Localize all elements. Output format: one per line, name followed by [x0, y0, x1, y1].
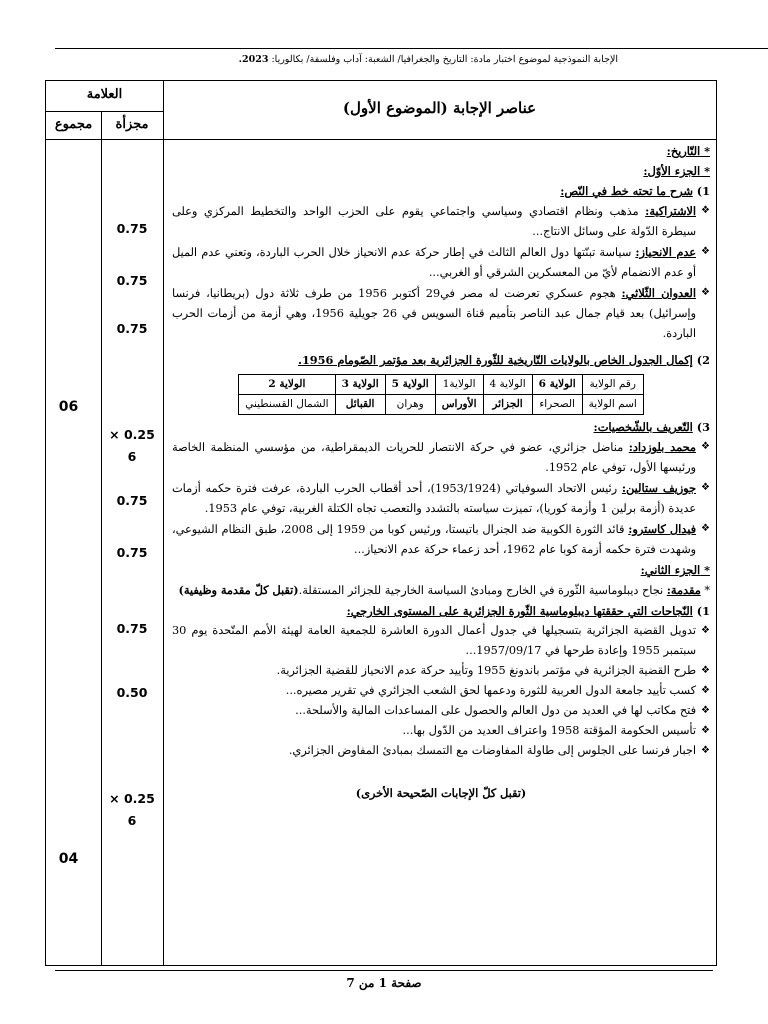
s1-heading: 1) النّجاحات التي حققتها ديبلوماسية الثّورة الجزائرية على المستوى الخارجي:: [346, 604, 710, 618]
wilaya-cell: القبائل: [335, 395, 385, 415]
achievement-item: ❖ اجبار فرنسا على الجلوس إلى طاولة المفاوضات مع التمسك بمبادئ المفاوض الجزائري.: [172, 741, 710, 761]
part1-heading: * الجزء الأوّل:: [172, 161, 710, 181]
achievement-item: ❖ تأسيس الحكومة المؤقتة 1958 واعتراف العديد من الدّول بها...: [172, 721, 710, 741]
total-part2: 04: [58, 851, 79, 867]
wilaya-cell: الولاية1: [435, 375, 483, 395]
q3-heading: 3) التّعريف بالشّخصيات:: [593, 420, 710, 434]
wilaya-cell: الأوراس: [435, 395, 483, 415]
term-non-alignment: ❖ عدم الانحياز: سياسة تبنّتها دول العالم الثالث في إطار حركة عدم الانحياز خلال الحرب الباردة، وتعني عدم الميل أو عدم الانضمام لأيّ من المعسكرين الشرقي أو الغربي...: [172, 242, 710, 283]
part2-heading: * الجزء الثاني:: [172, 560, 710, 580]
wilaya-number-row: [239, 375, 644, 395]
page-number: صفحة 1 من 7: [346, 976, 422, 990]
grade-header: العلامة: [86, 87, 123, 102]
score-achievements-multiplier: × 0.25: [109, 791, 155, 806]
header-prefix: الإجابة النموذجية لموضوع اختبار مادة: التاريخ والجغرافيا/ الشعبة: آداب وفلسفة/ بكالوريا:: [271, 54, 618, 65]
achievement-item: ❖ كسب تأييد جامعة الدول العربية للثورة ودعمها لحق الشعب الجزائري في تقرير مصيره...: [172, 681, 710, 701]
score-achievements-count: 6: [127, 813, 137, 828]
person-belouizdad: ❖ محمد بلوزداد: مناضل جزائري، عضو في حركة الانتصار للحريات الديمقراطية، من مؤسسي المنظمة الخاصة ورئيسها الأول، توفي عام 1952.: [172, 437, 710, 478]
wilaya-cell: الشمال القسنطيني: [239, 395, 335, 415]
wilaya-cell: الولاية 5: [385, 375, 435, 395]
q1-heading: 1) شرح ما تحته خط في النّص:: [560, 184, 710, 198]
achievement-item: ❖ طرح القضية الجزائرية في مؤتمر باندونغ 1955 وتأييد حركة عدم الانحياز للقضية الجزائرية.: [172, 661, 710, 681]
score-person1: 0.75: [116, 493, 148, 508]
term-socialism: ❖ الاشتراكية: مذهب ونظام اقتصادي وسياسي واجتماعي يقوم على الحزب الواحد والتخطيط المركزي وعلى سيطرة الدّولة على وسائل الانتاج...: [172, 201, 710, 242]
wilaya-name-header: اسم الولاية: [582, 395, 643, 415]
score-intro: 0.50: [116, 685, 148, 700]
total-header: مجموع: [54, 117, 93, 132]
wilaya-number-header: رقم الولاية: [582, 375, 643, 395]
wilaya-cell: الجزائر: [483, 395, 532, 415]
partial-header: مجزأة: [115, 117, 149, 132]
wilaya-cell: الولاية 6: [532, 375, 582, 395]
wilaya-cell: الولاية 3: [335, 375, 385, 395]
header-text: [55, 54, 618, 65]
answer-content: [164, 139, 716, 965]
answer-title: عناصر الإجابة (الموضوع الأول): [342, 99, 537, 117]
wilaya-cell: الولاية 2: [239, 375, 335, 395]
wilaya-cell: الصحراء: [532, 395, 582, 415]
score-table-count: 6: [127, 449, 137, 464]
wilaya-cell: الولاية 4: [483, 375, 532, 395]
wilaya-cell: وهران: [385, 395, 435, 415]
accept-note: (تقبل كلّ الإجابات الصّحيحة الأخرى): [355, 786, 527, 800]
achievement-item: ❖ تدويل القضية الجزائرية بتسجيلها في جدول أعمال الدورة العاشرة للجمعية العامة لهيئة الأمم المتّحدة يوم 30 سبتمبر 1955 وإعادة طرحها في 1957/09/17...: [172, 621, 710, 661]
achievement-item: ❖ فتح مكاتب لها في العديد من دول العالم والحصول على المساعدات المالية والأسلحة...: [172, 701, 710, 721]
score-person2: 0.75: [116, 545, 148, 560]
total-part1: 06: [58, 399, 79, 415]
score-term1: 0.75: [116, 221, 148, 236]
person-stalin: ❖ جوزيف ستالين: رئيس الاتحاد السوفياتي (1953/1924)، أحد أقطاب الحرب الباردة، عرفت فترة حكمه أزمات عديدة (أزمة برلين 1 وأزمة كوريا)، تميزت سياسته بالتشدد والتعصب تجاه الكتلة الغربية، توفي عام 1953.: [172, 478, 710, 519]
introduction: * مقدمة: نجاح ديبلوماسية الثّورة في الخارج ومبادئ السياسة الخارجية للجزائر المستقلة.(تقبل كلّ مقدمة وظيفية): [172, 580, 710, 601]
wilaya-name-row: [239, 395, 644, 415]
footer-rule: [55, 970, 713, 971]
score-person3: 0.75: [116, 621, 148, 636]
col-divider-total: [101, 111, 102, 965]
q2-heading: 2) إكمال الجدول الخاص بالولايات التّاريخية للثّورة الجزائرية بعد مؤتمر الصّومام 1956.: [298, 353, 710, 367]
wilaya-table: [238, 374, 644, 415]
header-year: 2023.: [238, 54, 269, 65]
person-castro: ❖ فيدال كاسترو: قائد الثورة الكوبية ضد الجنرال باتيستا، ورئيس كوبا من 1959 إلى 2008، طبق النظام الشيوعي، وشهدت فترة حكمه أزمة كوبا عام 1962، أحد زعماء حركة عدم الانحياز...: [172, 519, 710, 560]
header-rule: [55, 48, 768, 49]
score-term2: 0.75: [116, 273, 148, 288]
term-tripartite-aggression: ❖ العدوان الثّلاثي: هجوم عسكري تعرضت له مصر في29 أكتوبر 1956 من طرف ثلاثة دول (بريطانيا، فرنسا وإسرائيل) بعد قيام جمال عبد الناصر بتأميم قناة السويس في 26 جويلية 1956، وهي أزمة من أزمات الحرب الباردة.: [172, 283, 710, 344]
answer-table: [45, 80, 717, 966]
history-heading: * التّاريخ:: [172, 141, 710, 161]
score-table-multiplier: × 0.25: [109, 427, 155, 442]
grade-subheader-rule: [46, 111, 163, 112]
score-term3: 0.75: [116, 321, 148, 336]
